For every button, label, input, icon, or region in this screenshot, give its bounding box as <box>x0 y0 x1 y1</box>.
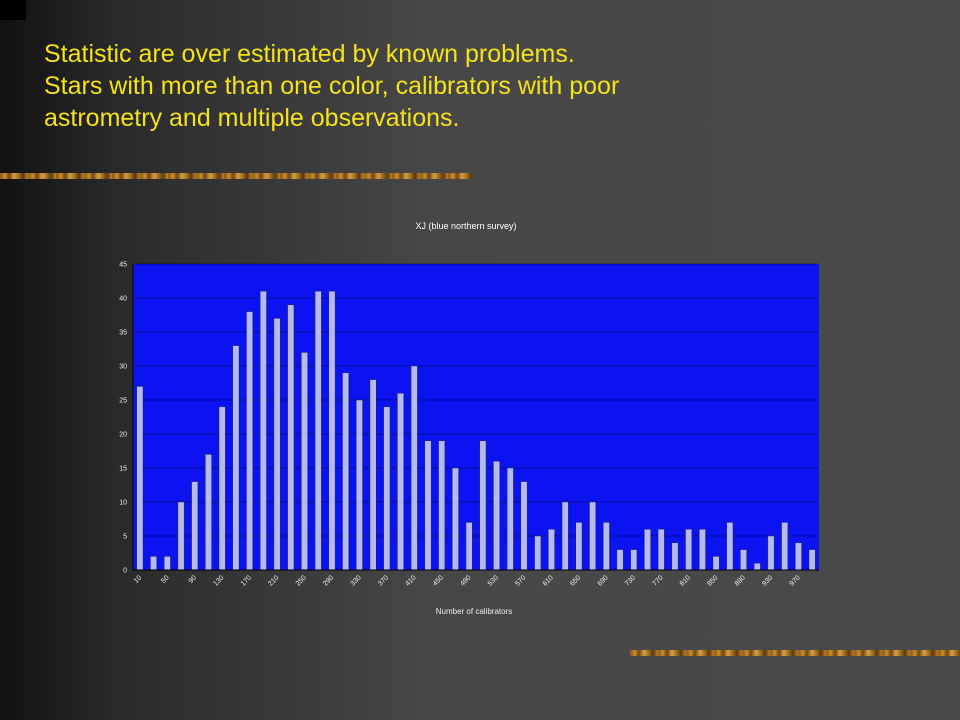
bar-690 <box>603 522 609 570</box>
bar-30 <box>150 556 156 570</box>
x-tick-label-450: 450 <box>431 574 446 588</box>
slide-title-line-2: Stars with more than one color, calibrators with poor <box>44 72 620 100</box>
x-tick-label-530: 530 <box>486 574 500 588</box>
bar-650 <box>576 522 582 570</box>
bar-110 <box>205 454 211 570</box>
bar-930 <box>768 536 774 570</box>
bar-150 <box>233 346 239 570</box>
bar-450 <box>439 441 445 570</box>
bar-290 <box>329 291 335 570</box>
bar-770 <box>658 529 664 570</box>
x-tick-label-570: 570 <box>514 574 528 588</box>
x-axis-label: Number of calibrators <box>435 607 513 616</box>
bar-830 <box>699 529 705 570</box>
bar-750 <box>644 529 650 570</box>
x-tick-label-970: 970 <box>788 574 802 588</box>
bar-90 <box>192 482 198 570</box>
y-tick-label-35: 35 <box>119 329 127 337</box>
bar-270 <box>315 291 321 570</box>
bar-530 <box>493 461 499 570</box>
bar-250 <box>301 352 307 570</box>
bar-870 <box>727 522 733 570</box>
bar-670 <box>589 502 595 570</box>
x-tick-label-890: 890 <box>733 574 747 588</box>
y-tick-label-15: 15 <box>119 465 127 473</box>
bar-490 <box>466 522 472 570</box>
bar-590 <box>535 536 541 570</box>
x-tick-label-130: 130 <box>212 574 226 588</box>
bar-190 <box>260 291 266 570</box>
bar-50 <box>164 556 170 570</box>
y-tick-label-20: 20 <box>119 431 127 439</box>
x-tick-label-810: 810 <box>678 574 693 588</box>
bar-710 <box>617 550 623 570</box>
x-tick-label-370: 370 <box>377 574 391 588</box>
bar-470 <box>452 468 458 570</box>
bar-10 <box>137 386 143 570</box>
bar-510 <box>480 441 486 570</box>
bar-910 <box>754 563 760 570</box>
x-tick-label-170: 170 <box>239 574 254 588</box>
bar-610 <box>548 529 554 570</box>
y-tick-label-5: 5 <box>123 533 127 541</box>
x-tick-label-730: 730 <box>623 574 638 588</box>
bar-890 <box>740 550 746 570</box>
bar-230 <box>288 305 294 570</box>
x-tick-label-490: 490 <box>459 574 473 588</box>
y-tick-label-40: 40 <box>119 295 127 303</box>
bar-310 <box>343 373 349 570</box>
x-tick-label-850: 850 <box>706 574 720 588</box>
chart-title: XJ (blue northern survey) <box>415 221 517 231</box>
bar-630 <box>562 502 568 570</box>
bar-430 <box>425 441 431 570</box>
bar-330 <box>356 400 362 570</box>
y-tick-label-25: 25 <box>119 397 127 405</box>
x-axis-ticks <box>133 574 802 587</box>
bar-790 <box>672 543 678 570</box>
y-tick-label-0: 0 <box>123 567 127 575</box>
y-tick-label-30: 30 <box>119 363 127 371</box>
x-tick-label-330: 330 <box>349 574 363 588</box>
x-tick-label-410: 410 <box>404 574 418 588</box>
bar-570 <box>521 482 527 570</box>
bar-370 <box>384 407 390 570</box>
bar-410 <box>411 366 417 570</box>
bar-210 <box>274 318 280 570</box>
bar-950 <box>782 522 788 570</box>
bar-130 <box>219 407 225 570</box>
bar-550 <box>507 468 513 570</box>
bar-850 <box>713 556 719 570</box>
bar-730 <box>631 550 637 570</box>
x-tick-label-210: 210 <box>267 574 281 588</box>
x-tick-label-250: 250 <box>294 574 308 588</box>
y-tick-label-45: 45 <box>119 261 127 269</box>
slide-title-line-1: Statistic are over estimated by known problems. <box>44 40 575 68</box>
x-tick-label-650: 650 <box>569 574 583 588</box>
y-axis-ticks <box>119 262 127 575</box>
bar-170 <box>246 312 252 570</box>
x-tick-label-290: 290 <box>322 574 336 588</box>
bar-990 <box>809 550 815 570</box>
x-tick-label-90: 90 <box>187 574 199 585</box>
bar-70 <box>178 502 184 570</box>
y-tick-label-10: 10 <box>119 499 127 507</box>
x-tick-label-930: 930 <box>761 574 775 588</box>
x-tick-label-610: 610 <box>541 574 555 588</box>
x-tick-label-770: 770 <box>651 574 665 588</box>
bar-350 <box>370 380 376 570</box>
bar-970 <box>795 543 801 570</box>
slide-title-line-3: astrometry and multiple observations. <box>44 104 460 132</box>
bar-810 <box>686 529 692 570</box>
bar-390 <box>397 393 403 570</box>
x-tick-label-690: 690 <box>596 574 610 588</box>
x-tick-label-50: 50 <box>160 574 171 585</box>
x-tick-label-10: 10 <box>132 574 144 585</box>
